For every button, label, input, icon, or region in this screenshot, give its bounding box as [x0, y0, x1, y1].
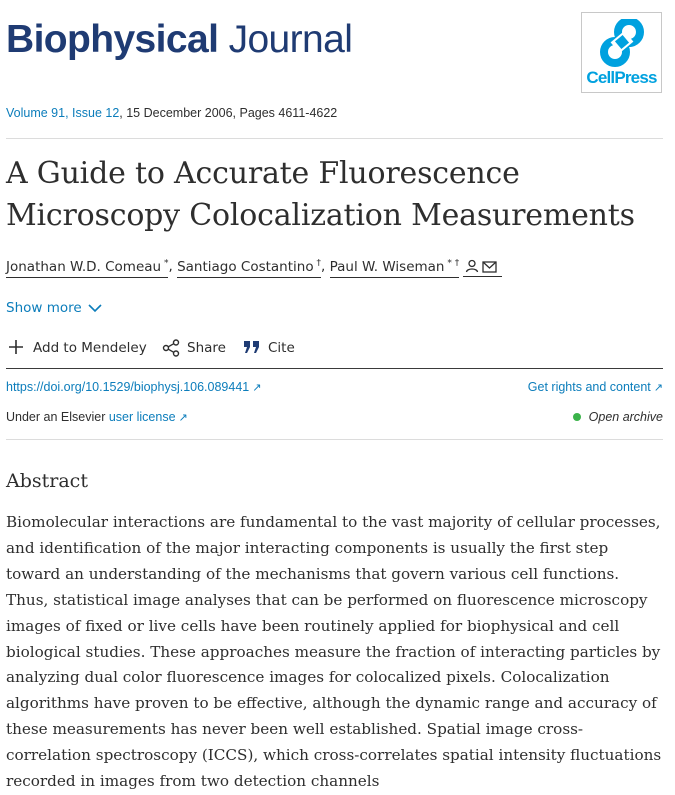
rights-text: Get rights and content	[527, 380, 651, 394]
cite-label: Cite	[268, 340, 295, 356]
author-separator: ,	[320, 258, 330, 275]
divider	[6, 138, 663, 139]
author-list	[6, 258, 502, 277]
rights-link[interactable]	[528, 380, 663, 394]
author-contact-button[interactable]	[463, 259, 502, 277]
article-title: A Guide to Accurate Fluorescence Microscopy Colocalization Measurements	[6, 156, 635, 233]
external-link-icon: ↗	[178, 412, 188, 424]
author-link[interactable]	[6, 259, 168, 278]
author-link[interactable]	[177, 259, 321, 278]
person-icon	[465, 259, 479, 273]
author-link[interactable]	[330, 259, 460, 278]
cellpress-emblem-icon	[599, 19, 645, 67]
user-license-link[interactable]	[109, 410, 188, 424]
license-prefix: Under an Elsevier	[6, 410, 109, 424]
author-name: Paul W. Wiseman	[329, 258, 445, 275]
author-name: Santiago Costantino	[177, 258, 314, 275]
mendeley-label: Add to Mendeley	[33, 340, 147, 356]
author-marks: * †	[444, 258, 460, 268]
external-link-icon: ↗	[653, 382, 663, 394]
doi-text: https://doi.org/10.1529/biophysj.106.089441	[6, 380, 250, 394]
journal-title[interactable]	[6, 14, 352, 66]
external-link-icon: ↗	[252, 382, 262, 394]
abstract-heading: Abstract	[6, 470, 88, 492]
author-separator: ,	[168, 258, 178, 275]
cellpress-wordmark: CellPress	[586, 68, 657, 87]
envelope-icon	[482, 261, 497, 273]
divider	[6, 368, 663, 369]
share-icon	[162, 339, 180, 357]
license-line	[6, 410, 188, 424]
author-marks: †	[313, 258, 321, 268]
cellpress-logo[interactable]	[581, 12, 662, 93]
share-label: Share	[187, 340, 226, 356]
show-more-toggle[interactable]	[6, 300, 102, 316]
author-name: Jonathan W.D. Comeau	[6, 258, 162, 275]
user-license-text: user license	[108, 410, 176, 424]
quote-icon	[243, 339, 261, 355]
abstract-text: Biomolecular interactions are fundamental to the vast majority of cellular processes, and identification of the major interacting components is usually the first step toward an understanding of the mechanisms that govern various cell functions. Thus, statistical image analyses that can be performed on fluorescence microscopy images of fixed or live cells have been routinely applied for biophysical and cell biological studies. These approaches measure the fraction of interacting particles by analyzing dual color fluorescence images for colocalized pixels. Colocalization algorithms have proven to be effective, although the dynamic range and accuracy of these measurements has never been well established. Spatial image cross-correlation spectroscopy (ICCS), which cross-correlates spatial intensity fluctuations recorded in images from two detection channels	[6, 513, 662, 791]
access-status	[573, 410, 663, 424]
divider	[6, 439, 663, 440]
journal-name-light: Journal	[228, 18, 353, 61]
chevron-down-icon	[88, 304, 102, 313]
access-status-label: Open archive	[588, 410, 663, 424]
volume-issue-link[interactable]: Volume 91, Issue 12	[6, 106, 120, 120]
doi-link[interactable]	[6, 380, 261, 394]
citation-line	[6, 106, 337, 120]
journal-name-bold: Biophysical	[6, 18, 219, 61]
date-pages: , 15 December 2006, Pages 4611-4622	[119, 106, 338, 120]
show-more-label: Show more	[6, 300, 82, 316]
open-archive-dot-icon	[573, 413, 581, 421]
author-marks: *	[161, 258, 169, 268]
plus-icon	[8, 339, 24, 355]
